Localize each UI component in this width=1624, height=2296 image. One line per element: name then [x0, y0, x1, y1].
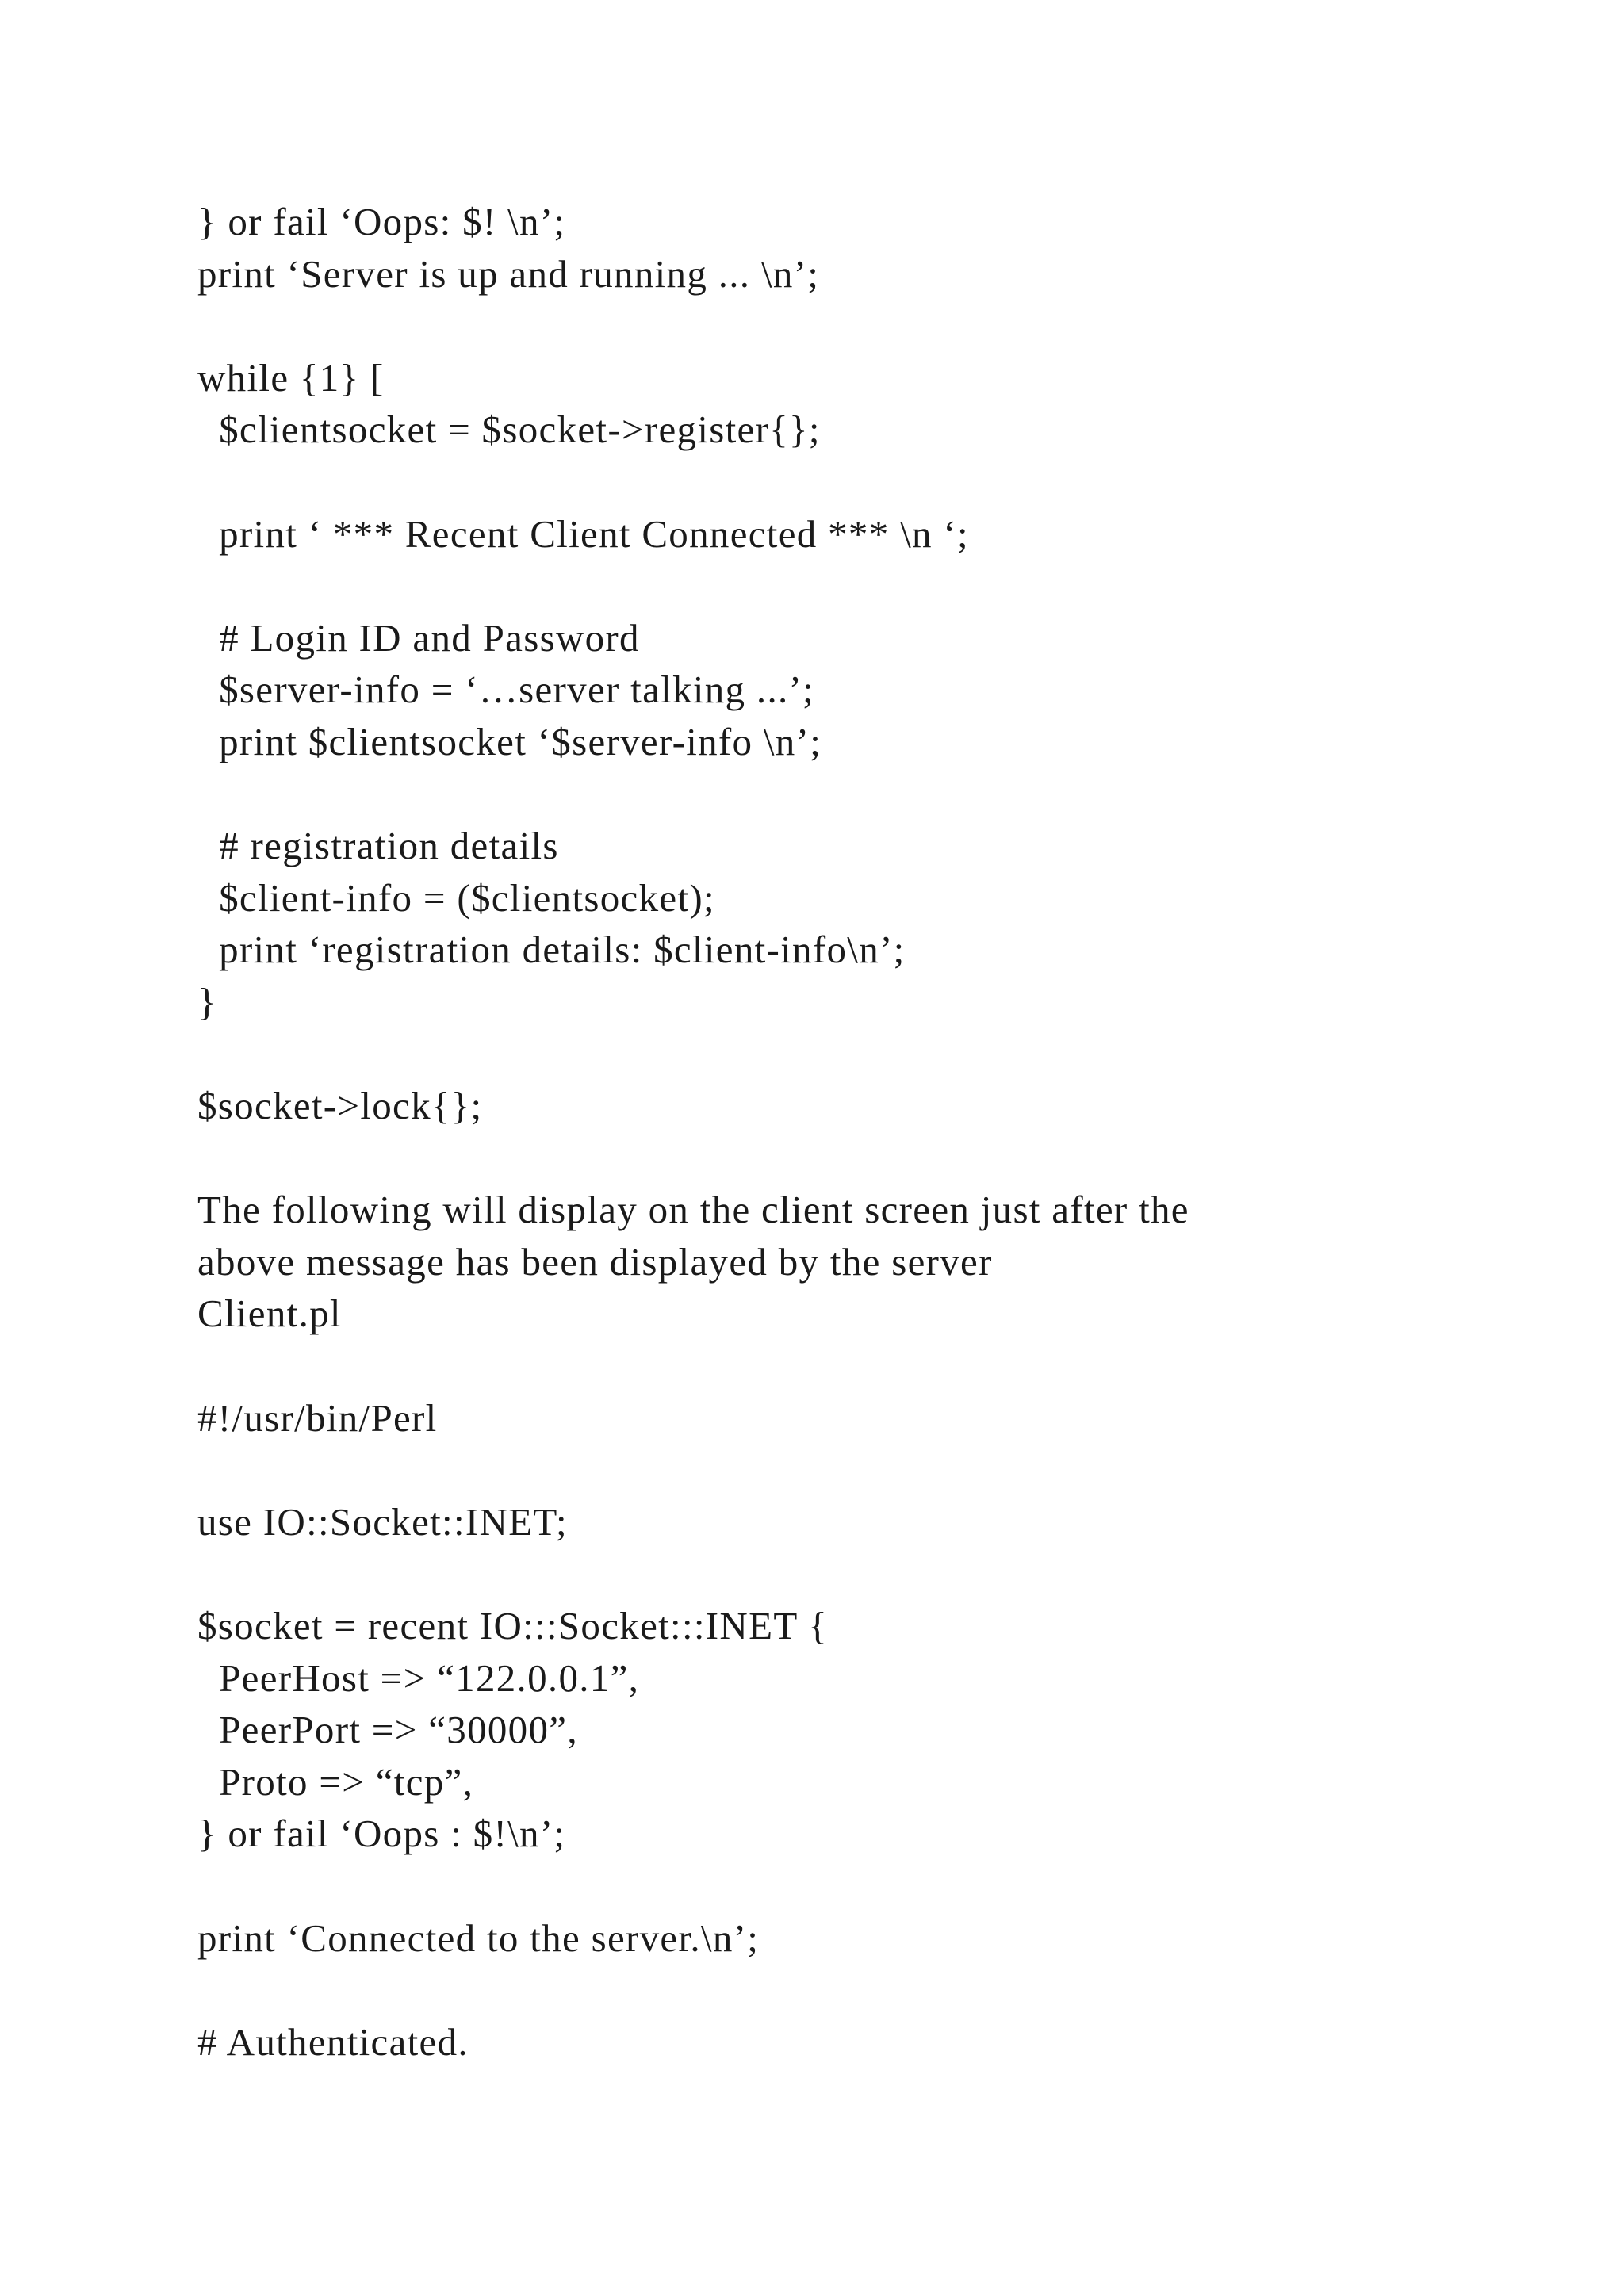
text-line: } or fail ‘Oops: $! \n’;	[197, 200, 566, 243]
text-line: } or fail ‘Oops : $!\n’;	[197, 1812, 566, 1856]
document-body	[197, 196, 1466, 2068]
text-line: #!/usr/bin/Perl	[197, 1395, 438, 1440]
blank-line	[197, 1860, 1466, 1912]
text-line: $socket = recent IO:::Socket:::INET {	[197, 1604, 829, 1648]
text-line: PeerHost => “122.0.0.1”,	[197, 1655, 640, 1700]
blank-line	[197, 1132, 1466, 1184]
text-line: Client.pl	[197, 1292, 342, 1336]
text-line: while {1} [	[197, 355, 385, 400]
blank-line	[197, 768, 1466, 821]
blank-line	[197, 1340, 1466, 1392]
blank-line	[197, 560, 1466, 612]
text-line: $clientsocket = $socket->register{};	[197, 408, 821, 452]
text-line: $server-info = ‘…server talking ...’;	[197, 668, 815, 712]
blank-line	[197, 456, 1466, 508]
blank-line	[197, 1964, 1466, 2016]
text-line: Proto => “tcp”,	[197, 1759, 474, 1804]
text-line: The following will display on the client screen just after the	[197, 1188, 1189, 1232]
blank-line	[197, 1444, 1466, 1496]
blank-line	[197, 1548, 1466, 1600]
text-line: PeerPort => “30000”,	[197, 1708, 578, 1752]
text-line: $socket->lock{};	[197, 1084, 483, 1128]
text-line: print ‘registration details: $client-info\n’;	[197, 928, 906, 972]
text-line: # registration details	[197, 824, 559, 868]
text-line: use IO::Socket::INET;	[197, 1499, 568, 1544]
blank-line	[197, 1028, 1466, 1081]
blank-line	[197, 300, 1466, 352]
text-line: $client-info = ($clientsocket);	[197, 875, 715, 920]
text-line: # Login ID and Password	[197, 615, 640, 660]
text-line: print ‘ *** Recent Client Connected *** \n ‘;	[197, 511, 969, 556]
text-line: print $clientsocket ‘$server-info \n’;	[197, 719, 822, 763]
text-line: # Authenticated.	[197, 2019, 469, 2064]
text-line: print ‘Server is up and running ... \n’;	[197, 251, 820, 296]
text-line: }	[197, 979, 217, 1024]
text-line: above message has been displayed by the server	[197, 1239, 993, 1284]
text-line: print ‘Connected to the server.\n’;	[197, 1915, 760, 1960]
